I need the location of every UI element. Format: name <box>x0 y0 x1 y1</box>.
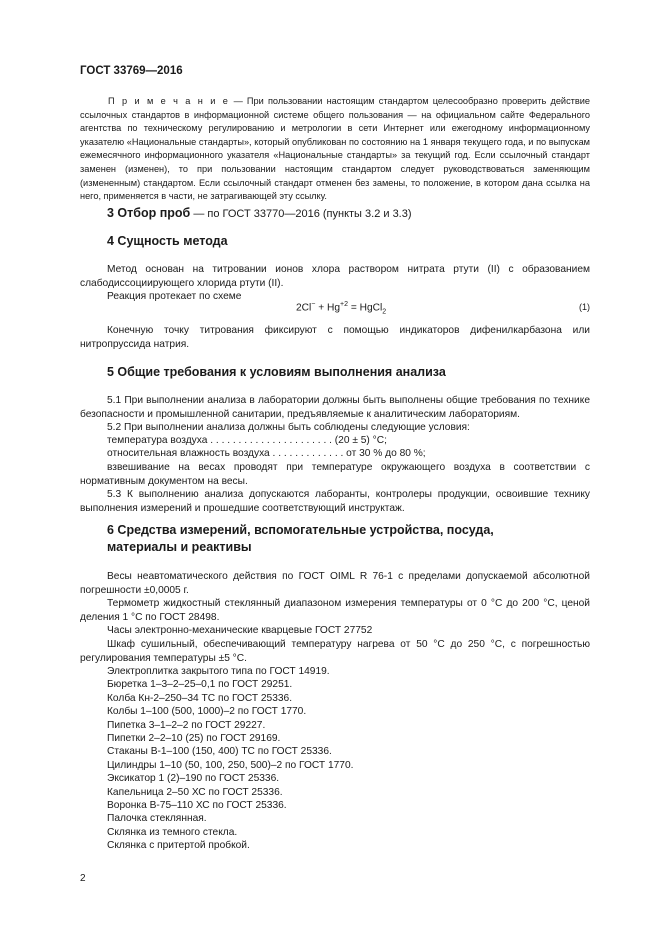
section-3-heading <box>107 205 412 223</box>
section-6-title: 6 Средства измерений, вспомогательные устройства, посуда, материалы и реактивы <box>107 523 494 554</box>
list-item: Стаканы В-1–100 (150, 400) ТС по ГОСТ 25336. <box>107 746 332 758</box>
equipment-list <box>107 665 353 853</box>
section-4-paragraph-1: Метод основан на титровании ионов хлора раствором нитрата ртути (II) с образованием слабодиссоциирующего хлорида ртути (II). <box>80 264 590 289</box>
section-6-oven: Шкаф сушильный, обеспечивающий температуру нагрева от 50 °C до 250 °C, с погрешностью регулирования температуры ±5 °C. <box>80 639 590 664</box>
condition-humidity: относительная влажность воздуха . . . . . . . . . . . . . от 30 % до 80 %; <box>107 448 426 459</box>
page-number: 2 <box>80 873 86 884</box>
list-item: Бюретка 1–3–2–25–0,1 по ГОСТ 29251. <box>107 679 293 691</box>
section-4-title: 4 Сущность метода <box>107 234 228 248</box>
section-4-paragraph-3: Конечную точку титрования фиксируют с помощью индикаторов дифенилкарбазона или нитропруссида натрия. <box>80 325 590 350</box>
section-3-title: 3 Отбор проб <box>107 206 191 220</box>
section-5-2: 5.2 При выполнении анализа должны быть соблюдены следующие условия: <box>107 422 470 433</box>
note-label: П р и м е ч а н и е <box>108 96 230 106</box>
list-item: Склянка из темного стекла. <box>107 826 238 838</box>
list-item: Палочка стеклянная. <box>107 813 207 825</box>
list-item: Электроплитка закрытого типа по ГОСТ 14919. <box>107 666 330 677</box>
list-item: Склянка с притертой пробкой. <box>107 840 250 852</box>
list-item: Пипетка 3–1–2–2 по ГОСТ 29227. <box>107 719 266 731</box>
document-header: ГОСТ 33769—2016 <box>80 65 183 77</box>
condition-temperature: температура воздуха . . . . . . . . . . . . . . . . . . . . . . (20 ± 5) °C; <box>107 435 387 446</box>
list-item: Воронка В-75–110 ХС по ГОСТ 25336. <box>107 800 287 812</box>
reaction-equation <box>80 301 590 317</box>
section-6-scales: Весы неавтоматического действия по ГОСТ OIML R 76-1 с пределами допускаемой абсолютной погрешности ±0,0005 г. <box>80 571 590 596</box>
reference-note <box>80 95 590 204</box>
equation-formula: $2Cl^- + Hg^{+2}$ = HgCl$_2$ <box>296 301 387 316</box>
list-item: Цилиндры 1–10 (50, 100, 250, 500)–2 по ГОСТ 1770. <box>107 759 354 771</box>
list-item: Пипетки 2–2–10 (25) по ГОСТ 29169. <box>107 733 281 745</box>
note-text: — При пользовании настоящим стандартом целесообразно проверить действие ссылочных стандартов в информационной системе общего пользования — на официальном сайте Федерального агентства по техническому регулированию и метрологии в сети Интернет или ежегодному информационному указателю «Национальные стандарты», который опубликован по состоянию на 1 января текущего года, и по выпускам ежемесячного информационного указателя «Национальные стандарты» за текущий год. Если ссылочный стандарт заменен (изменен), то при пользовании настоящим стандартом следует руководствоваться заменяющим (измененным) стандартом. Если ссылочный стандарт отменен без замены, то положение, в котором дана ссылка на него, применяется в части, не затрагивающей эту ссылку. <box>80 96 590 202</box>
section-6-clock: Часы электронно-механические кварцевые ГОСТ 27752 <box>107 625 373 636</box>
equation-number: (1) <box>579 302 590 312</box>
section-3-reference: — по ГОСТ 33770—2016 (пункты 3.2 и 3.3) <box>190 208 412 220</box>
list-item: Эксикатор 1 (2)–190 по ГОСТ 25336. <box>107 773 280 785</box>
section-5-3: 5.3 К выполнению анализа допускаются лаборанты, контролеры продукции, освоившие технику выполнения измерений и прошедшие соответствующий инструктаж. <box>80 489 590 514</box>
section-6-thermometer: Термометр жидкостный стеклянный диапазоном измерения температуры от 0 °C до 200 °C, ценой деления 1 °C по ГОСТ 28498. <box>80 598 590 623</box>
list-item: Капельница 2–50 ХС по ГОСТ 25336. <box>107 786 283 798</box>
section-4-paragraph-2: Реакция протекает по схеме <box>107 291 242 302</box>
section-5-1: 5.1 При выполнении анализа в лаборатории должны быть выполнены общие требования по технике безопасности и промышленной санитарии, предъявляемые к аналитическим лабораториям. <box>80 395 590 420</box>
list-item: Колбы 1–100 (500, 1000)–2 по ГОСТ 1770. <box>107 706 307 718</box>
section-5-title: 5 Общие требования к условиям выполнения анализа <box>107 365 446 379</box>
condition-weighing: взвешивание на весах проводят при температуре окружающего воздуха в соответствии с нормативным документом на весы. <box>80 462 590 487</box>
list-item: Колба Кн-2–250–34 ТС по ГОСТ 25336. <box>107 692 293 704</box>
